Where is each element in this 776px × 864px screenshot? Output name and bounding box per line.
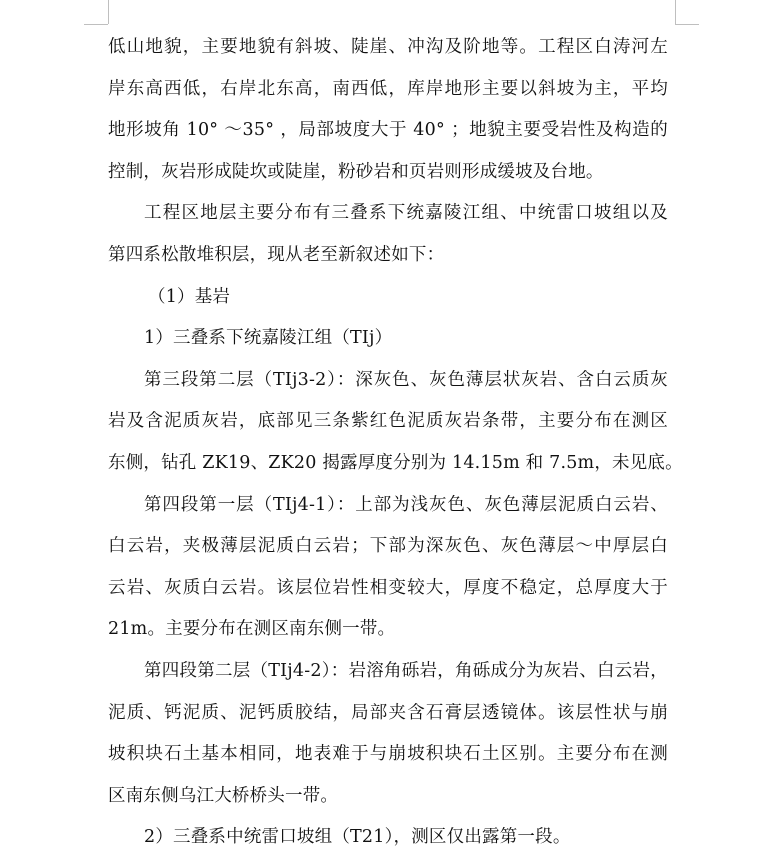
margin-mark-top-right-horizontal xyxy=(675,24,699,25)
text-line: 第三段第二层（TIj3-2）：深灰色、灰色薄层状灰岩、含白云质灰 xyxy=(144,369,668,390)
text-line: 工程区地层主要分布有三叠系下统嘉陵江组、中统雷口坡组以及 xyxy=(144,203,668,224)
text-line: 白云岩，夹极薄层泥质白云岩；下部为深灰色、灰色薄层～中厚层白 xyxy=(108,536,668,557)
text-line: 岸东高西低，右岸北东高，南西低，库岸地形主要以斜坡为主，平均 xyxy=(108,78,668,99)
margin-mark-top-left-vertical xyxy=(108,0,109,24)
text-line: 坡积块石土基本相同，地表难于与崩坡积块石土区别。主要分布在测 xyxy=(108,744,668,765)
margin-mark-top-right-vertical xyxy=(675,0,676,24)
margin-mark-top-left-horizontal xyxy=(84,24,108,25)
text-line: 第四段第一层（TIj4-1）：上部为浅灰色、灰色薄层泥质白云岩、 xyxy=(144,494,668,515)
text-line: 21m。主要分布在测区南东侧一带。 xyxy=(108,619,396,640)
text-line: 第四系松散堆积层，现从老至新叙述如下： xyxy=(108,244,445,265)
section-heading: （1）基岩 xyxy=(148,286,231,307)
subsection-heading: 1）三叠系下统嘉陵江组（TIj） xyxy=(144,328,393,349)
text-line: 控制，灰岩形成陡坎或陡崖，粉砂岩和页岩则形成缓坡及台地。 xyxy=(108,161,604,182)
text-line: 低山地貌，主要地貌有斜坡、陡崖、冲沟及阶地等。工程区白涛河左 xyxy=(108,37,668,57)
text-line: 东侧，钻孔 ZK19、ZK20 揭露厚度分别为 14.15m 和 7.5m，未见底。 xyxy=(108,452,683,473)
text-line: 地形坡角 10° ～35° ，局部坡度大于 40° ；地貌主要受岩性及构造的 xyxy=(108,120,668,141)
text-line: 第四段第二层（TIj4-2）：岩溶角砾岩，角砾成分为灰岩、白云岩， xyxy=(144,660,668,681)
text-line: 云岩、灰质白云岩。该层位岩性相变较大，厚度不稳定，总厚度大于 xyxy=(108,577,668,598)
text-line: 泥质、钙泥质、泥钙质胶结，局部夹含石膏层透镜体。该层性状与崩 xyxy=(108,702,668,723)
text-line: 岩及含泥质灰岩，底部见三条紫红色泥质灰岩条带，主要分布在测区 xyxy=(108,411,668,432)
subsection-heading: 2）三叠系中统雷口坡组（T21），测区仅出露第一段。 xyxy=(144,827,571,848)
text-line: 区南东侧乌江大桥桥头一带。 xyxy=(108,785,339,806)
document-body[interactable] xyxy=(108,27,683,859)
